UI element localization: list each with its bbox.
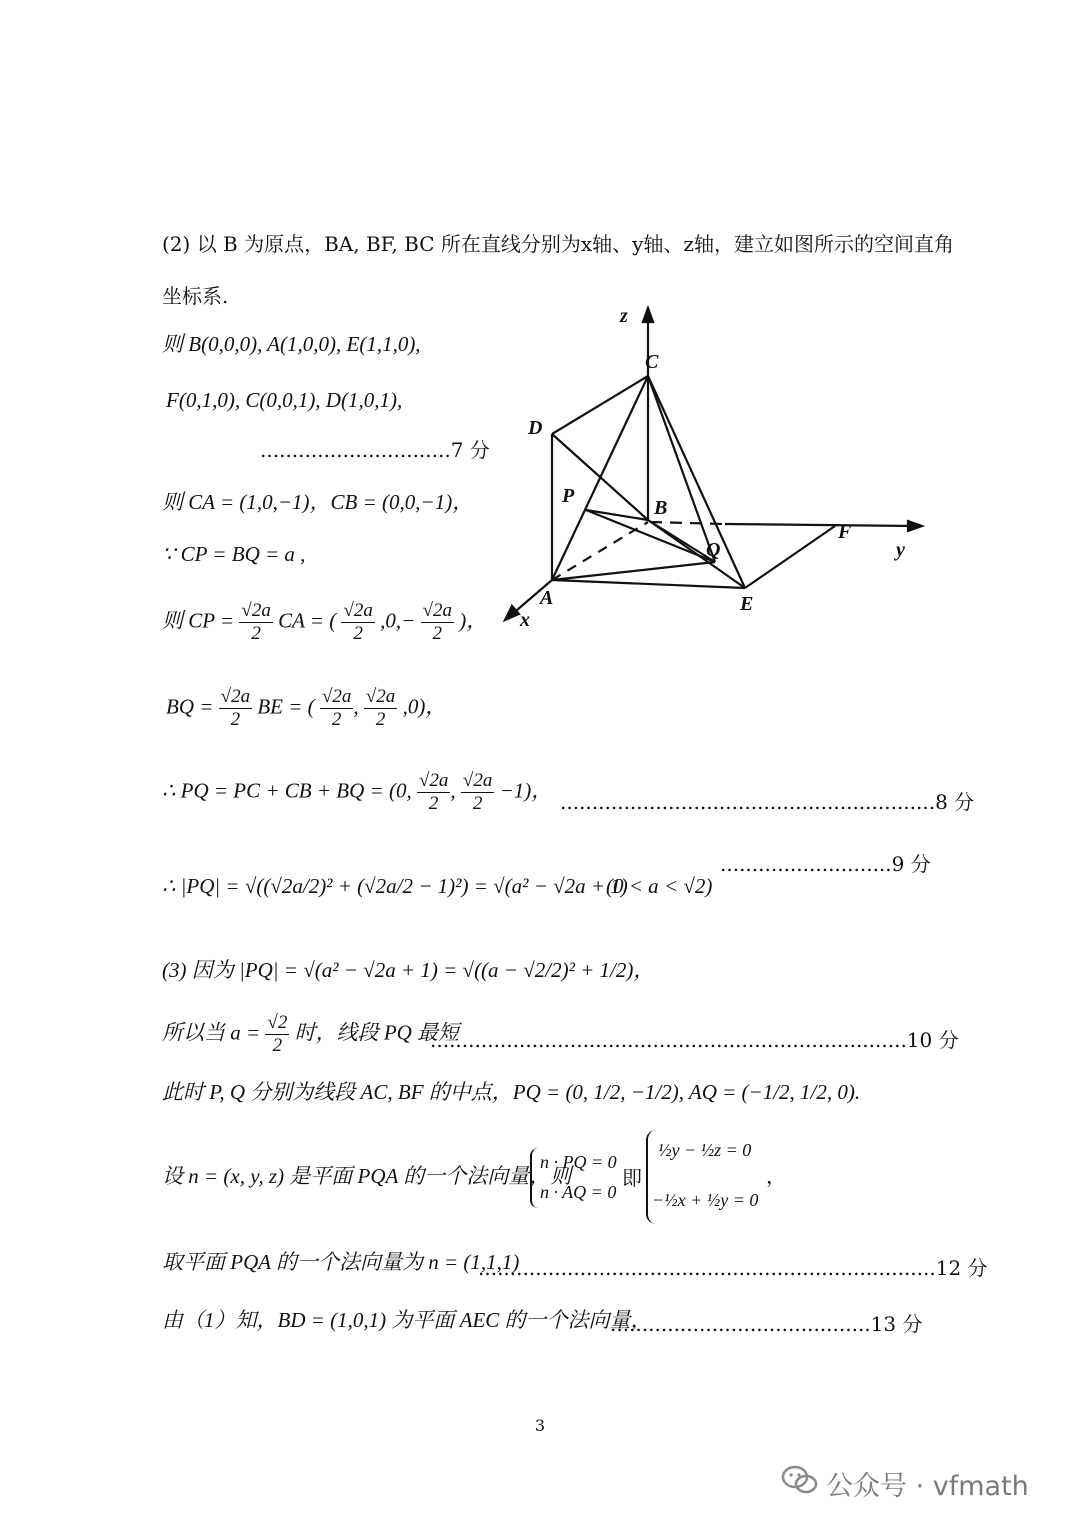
pq-length-line: ∴ |PQ| = √((√2a/2)² + (√2a/2 − 1)²) = √(a² − √2a + 1) [162,874,628,898]
cp-mid: CA = ( [278,608,337,633]
system2-eq2: −½x + ½y = 0 [652,1190,759,1210]
wechat-icon [780,1462,820,1498]
x-axis-arrow [505,606,519,620]
watermark: 公众号 · vfmath [826,1471,1029,1502]
fraction [341,600,374,645]
normal-vector-result: 取平面 PQA 的一个法向量为 n = (1,1,1) [162,1250,520,1274]
score-8: ...........................................................8 分 [560,790,975,814]
bq-vector-line: BQ = $\frac{√2a}{2}$ BE = ( $\frac{√2a}{2}$ , $\frac{√2a}{2}$ ,0)， [166,686,447,730]
normal-vector-def: 设 n = (x, y, z) 是平面 PQA 的一个法向量，则 [162,1164,572,1188]
fraction [320,686,353,731]
edge-aq [552,562,715,580]
label-p: P [562,485,575,507]
numerator: √2a [321,686,352,707]
cp-post: ,0,− [380,608,416,633]
denominator: 2 [353,623,363,644]
cp-pre: 则 CP = [162,608,235,633]
numerator: √2a [241,600,271,621]
min-post: 时，线段 PQ 最短 [294,1020,460,1045]
part3-line: (3) 因为 |PQ| = √(a² − √2a + 1) = √((a − √2/2)² + 1/2)， [162,958,655,982]
numerator: √2a [418,770,449,791]
text-line-2: 坐标系. [162,284,229,308]
midpoint-line: 此时 P, Q 分别为线段 AC, BF 的中点，PQ = (0, 1/2, −1/2), AQ = (−1/2, 1/2, 0). [162,1080,861,1104]
label-f: F [838,521,852,543]
denominator: 2 [472,793,483,814]
label-z: z [620,305,628,327]
min-pre: 所以当 a = [162,1020,261,1045]
numerator: √2a [422,600,452,621]
fraction [461,770,494,815]
label-b: B [654,497,668,519]
label-q: Q [706,539,721,561]
coordinates-line-2: F(0,1,0), C(0,0,1), D(1,0,1), [166,388,403,412]
system1-eq2: n · AQ = 0 [540,1182,617,1202]
numerator: √2a [462,770,493,791]
numerator: √2 [267,1012,288,1033]
ji-text: 即 [622,1166,642,1190]
cp-eq-bq: ∵ CP = BQ = a , [162,542,306,566]
text-line-1: (2) 以 B 为原点，BA, BF, BC 所在直线分别为x轴、y轴、z轴，建立如图所示的空间直角 [162,232,954,256]
pq-pre: ∴ PQ = PC + CB + BQ = (0, [162,778,412,803]
label-e: E [740,593,754,615]
pq-post: −1)， [499,778,553,803]
bq-post: ,0)， [402,694,447,719]
edge-ef [745,526,835,588]
score-9: ...........................9 分 [720,852,931,876]
denominator: 2 [251,623,261,644]
fraction [265,1012,289,1057]
numerator: √2a [365,686,396,707]
edge-ae [552,580,745,588]
bq-mid: BE = ( [257,694,315,719]
fraction [239,600,272,645]
edge-cq [648,376,715,562]
numerator: √2a [220,686,251,707]
fraction [219,686,252,731]
label-c: C [645,351,659,373]
y-axis-solid [725,524,915,526]
bq-pre: BQ = [166,694,214,719]
denominator: 2 [272,1035,283,1056]
bd-normal-line: 由（1）知，BD = (1,0,1) 为平面 AEC 的一个法向量， [162,1308,652,1332]
label-y: y [896,539,905,561]
min-length-line [162,1012,459,1057]
system2-eq1: ½y − ½z = 0 [658,1140,752,1160]
score-10: ...........................................................................10 分 [430,1028,959,1052]
edge-ce [648,376,745,588]
y-axis-arrow [908,521,922,531]
z-axis-arrow [643,308,653,322]
denominator: 2 [331,709,342,730]
denominator: 2 [230,709,241,730]
denominator: 2 [375,709,386,730]
fraction [417,770,450,815]
denominator: 2 [428,793,439,814]
fraction [364,686,397,731]
geometry-diagram [490,300,930,640]
label-x: x [520,609,530,631]
score-13: .........................................13 分 [610,1312,923,1336]
system1-eq1: n · PQ = 0 [540,1152,617,1172]
cp-vector-line [162,600,487,645]
page-number: 3 [534,1416,546,1435]
score-7: ..............................7 分 [260,438,490,462]
coordinates-line-1: 则 B(0,0,0), A(1,0,0), E(1,1,0), [162,332,421,356]
vectors-ca-cb: 则 CA = (1,0,−1)，CB = (0,0,−1)， [162,490,474,514]
label-d: D [528,417,543,439]
score-12: ........................................................................12 分 [478,1256,988,1280]
denominator: 2 [432,623,443,644]
a-range: (0 < a < √2) [606,874,713,898]
label-a: A [540,587,554,609]
system-end: ， [766,1164,786,1188]
pq-vector-line: ∴ PQ = PC + CB + BQ = (0, $\frac{√2a}{2}$ , $\frac{√2a}{2}$ −1)， [162,770,553,814]
fraction [421,600,454,645]
edge-ca [552,376,648,580]
cp-end: )， [459,608,488,633]
numerator: √2a [343,600,373,621]
